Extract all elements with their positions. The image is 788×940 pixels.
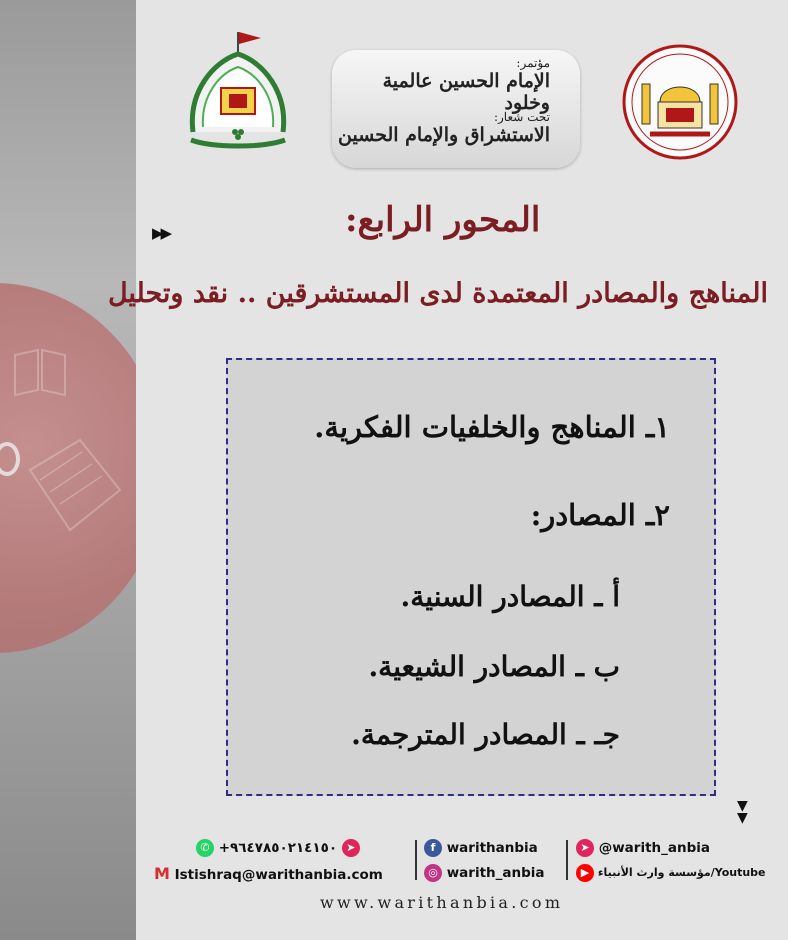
youtube-handle: مؤسسة وارث الأنبياء/Youtube [597,866,766,879]
facebook-contact[interactable] [424,839,538,857]
instagram-contact[interactable] [424,864,545,882]
whatsapp-icon: ✆ [196,839,214,857]
whatsapp-contact[interactable] [196,839,360,857]
slogan-name: الاستشراق والإمام الحسين [338,124,550,146]
conference-badge [332,50,580,168]
instagram-icon: ◎ [424,864,442,882]
youtube-icon: ▶ [576,864,594,882]
topic-subitem: أ ـ المصادر السنية. [400,580,620,613]
email-address: Istishraq@warithanbia.com [174,867,383,883]
topic-subitem: جـ ـ المصادر المترجمة. [351,718,620,751]
slogan-label: تحت شعار: [493,110,550,124]
axis-title: المحور الرابع: [345,200,541,240]
axis-subtitle: المناهج والمصادر المعتمدة لدى المستشرقين .. نقد وتحليل [107,278,768,309]
telegram-icon: ➤ [342,839,360,857]
topic-subitem: ب ـ المصادر الشيعية. [368,650,620,683]
youtube-contact[interactable] [576,864,766,882]
book-icon [10,340,70,400]
whatsapp-number: +٩٦٤٧٨٥٠٢١٤١٥٠ [218,840,338,856]
email-contact[interactable] [154,864,383,883]
double-arrow-icon: ▶▶ [152,224,170,242]
topics-box [226,358,716,796]
telegram-handle: @warith_anbia [598,840,711,856]
instagram-handle: warith_anbia [446,865,545,881]
topic-item: ١ـ المناهج والخلفيات الفكرية. [314,410,670,444]
double-down-arrow-icon: ▼ ▼ [737,798,748,826]
logo-left [183,22,293,150]
facebook-handle: warithanbia [446,840,538,856]
facebook-icon: f [424,839,442,857]
divider [566,840,568,880]
topic-item: ٢ـ المصادر: [530,498,670,532]
conference-label: مؤتمر: [516,56,550,70]
website-link[interactable]: www.warithanbia.com [320,893,564,912]
mail-icon: M [154,864,170,883]
divider [415,840,417,880]
telegram-contact[interactable] [576,839,710,857]
telegram-icon: ➤ [576,839,594,857]
open-book-icon [20,430,130,550]
logo-right [620,42,740,162]
conference-name: الإمام الحسين عالمية وخلود [382,70,550,114]
